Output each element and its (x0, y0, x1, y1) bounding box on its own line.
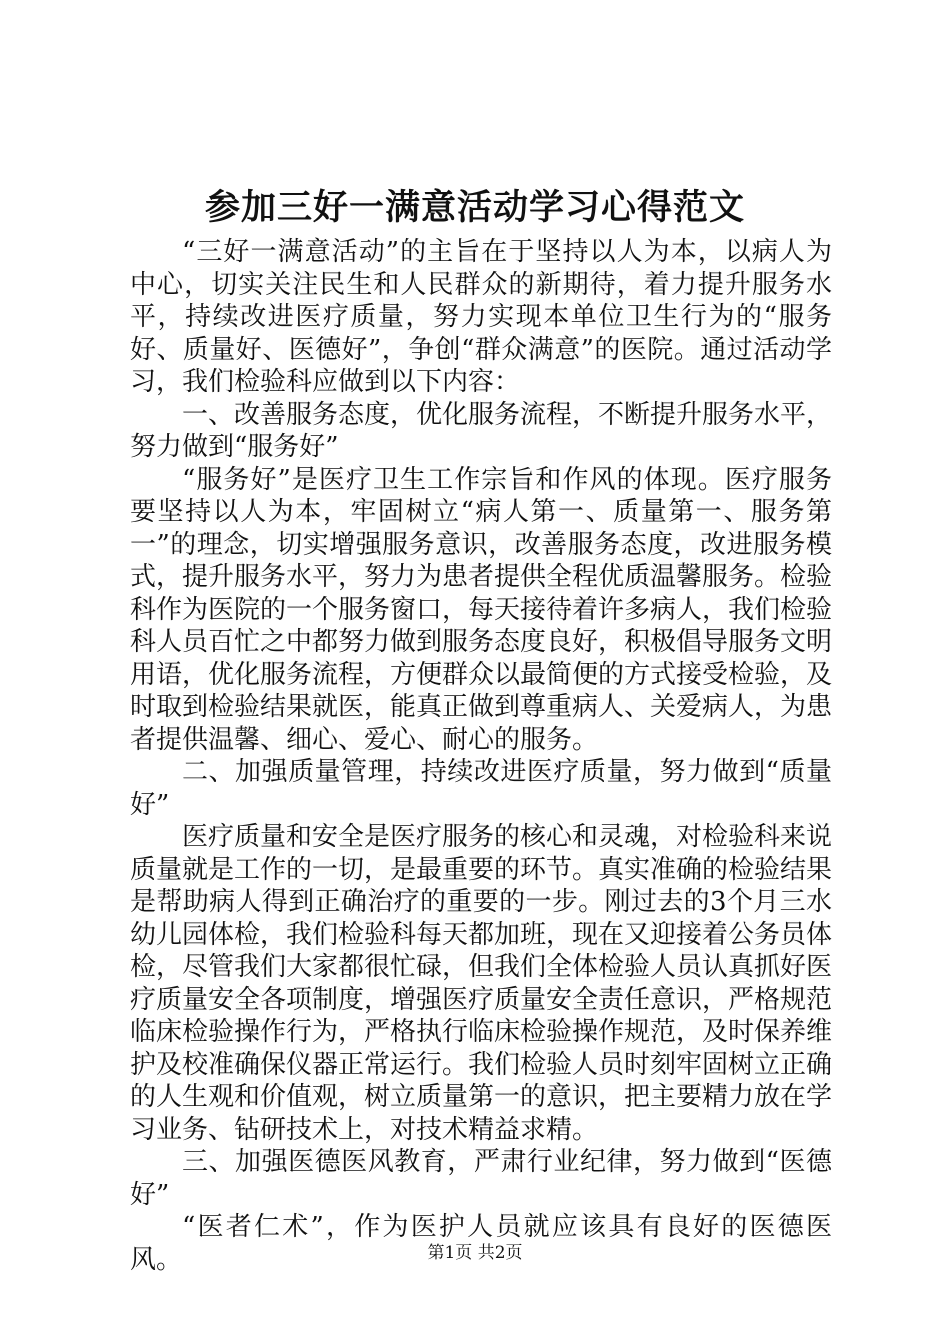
paragraph-quality: 医疗质量和安全是医疗服务的核心和灵魂，对检验科来说质量就是工作的一切，是最重要的环节。真实准确的检验结果是帮助病人得到正确治疗的重要的一步。刚过去的3个月三水幼儿园体检，我们检验科每天都加班，现在又迎接着公务员体检，尽管我们大家都很忙碌，但我们全体检验人员认真抓好医疗质量安全各项制度，增强医疗质量安全责任意识，严格规范临床检验操作行为，严格执行临床检验操作规范，及时保养维护及校准确保仪器正常运行。我们检验人员时刻牢固树立正确的人生观和价值观，树立质量第一的意识，把主要精力放在学习业务、钻研技术上，对技术精益求精。 (130, 822, 833, 1145)
page-number-footer: 第1页 共2页 (427, 1243, 523, 1263)
paragraph-intro: “三好一满意活动”的主旨在于坚持以人为本，以病人为中心，切实关注民生和人民群众的新期待，着力提升服务水平，持续改进医疗质量，努力实现本单位卫生行为的“服务好、质量好、医德好”，争创“群众满意”的医院。通过活动学习，我们检验科应做到以下内容： (130, 237, 832, 397)
section-heading-ethics: 三、加强医德医风教育，严肃行业纪律，努力做到“医德好” (130, 1147, 832, 1210)
document-body (130, 236, 832, 1276)
paragraph-ethics: “医者仁术”，作为医护人员就应该具有良好的医德医风。 (130, 1212, 832, 1275)
section-heading-quality: 二、加强质量管理，持续改进医疗质量，努力做到“质量好” (130, 757, 832, 820)
document-title: 参加三好一满意活动学习心得范文 (204, 187, 745, 228)
paragraph-service: “服务好”是医疗卫生工作宗旨和作风的体现。医疗服务要坚持以人为本，牢固树立“病人第一、质量第一、服务第一”的理念，切实增强服务意识，改善服务态度，改进服务模式，提升服务水平，努力为患者提供全程优质温馨服务。检验科作为医院的一个服务窗口，每天接待着许多病人，我们检验科人员百忙之中都努力做到服务态度良好，积极倡导服务文明用语，优化服务流程，方便群众以最简便的方式接受检验，及时取到检验结果就医，能真正做到尊重病人、关爱病人，为患者提供温馨、细心、爱心、耐心的服务。 (130, 464, 833, 755)
section-heading-service: 一、改善服务态度，优化服务流程，不断提升服务水平，努力做到“服务好” (130, 399, 833, 462)
